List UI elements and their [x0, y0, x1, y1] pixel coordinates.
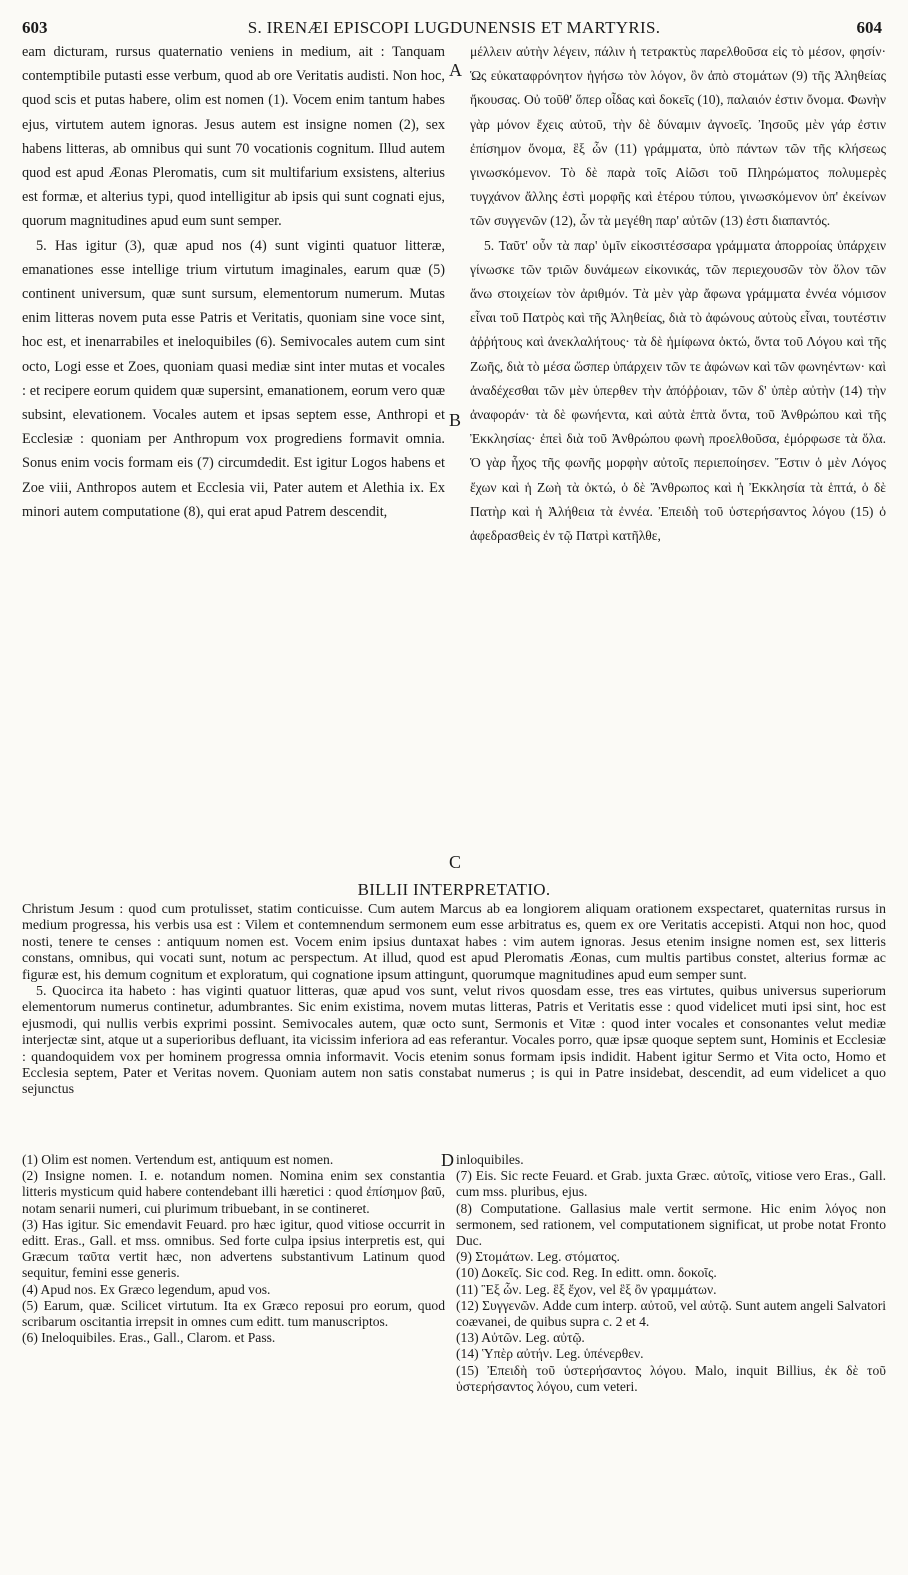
greek-paragraph-2: 5. Ταῦτ' οὖν τὰ παρ' ὑμῖν εἰκοσιτέσσαρα γράμματα ἀπορροίας ὑπάρχειν γίνωσκε τῶν τριῶν δυνάμεων εἰκονικάς, τῶν περιεχουσῶν τὸν ὅλον τῶν ἄνω στοιχείων τὸν ἀριθμόν. Τὰ μὲν γὰρ ἄφωνα γράμματα ἐννέα νόμισον εἶναι τοῦ Πατρὸς καὶ τῆς Ἀληθείας, διὰ τὸ ἀφώνους αὐτοὺς εἶναι, τουτέστιν ἀῤῥήτους καὶ ἀνεκλαλήτους· τὰ δὲ ἡμίφωνα ὀκτώ, ὄντα τοῦ Λόγου καὶ τῆς Ζωῆς, διὰ τὸ μέσα ὥσπερ ὑπάρχειν τῶν τε ἀφώνων καὶ τῶν φωνηέντων· καὶ ἀναδέχεσθαι τῶν μὲν ὑπερθεν τὴν ἀπόῤῥοιαν, τῶν δ' ὑπὲρ αὐτὴν (14) τὴν ἀναφοράν· τὰ δὲ φωνήεντα, καὶ αὐτὰ ἑπτὰ ὄντα, τοῦ Ἀνθρώπου καὶ τῆς Ἐκκλησίας· ἐπεὶ διὰ τοῦ Ἀνθρώπου φωνὴ προελθοῦσα, ἐμόρφωσε τὰ ὅλα. Ὁ γὰρ ἦχος τῆς φωνῆς μορφὴν αὐτοῖς περιεποίησεν. Ἔστιν ὁ μὲν Λόγος ἔχων καὶ ἡ Ζωὴ τὰ ὀκτώ, ὁ δὲ Ἄνθρωπος καὶ ἡ Ἐκκλησία τὰ ἑπτά, ὁ δὲ Πατὴρ καὶ ἡ Ἀλήθεια τὰ ἐννέα. Ἐπειδὴ τοῦ ὑστερήσαντος λόγου (15) ὁ ἀφεδρασθεὶς ἐν τῷ Πατρὶ κατῆλθε,: [470, 237, 886, 544]
footnote: inloquibiles.: [456, 1152, 524, 1167]
margin-marker-c: C: [449, 852, 462, 872]
footnote: (8) Computatione. Gallasius male vertit sermone. Hic enim λόγος non sermonem, sed rationem, vel computationem significat, ut probe notat Fronto Duc.: [456, 1200, 886, 1249]
latin-column: [22, 40, 445, 524]
footnote: (7) Eis. Sic recte Feuard. et Grab. juxta Græc. αὐτοῖς, vitiose vero Eras., Gall. cum mss. pluribus, ejus.: [456, 1168, 886, 1200]
footnote: (6) Ineloquibiles. Eras., Gall., Clarom. et Pass.: [22, 1330, 276, 1346]
interpretatio-paragraph-1: Christum Jesum : quod cum protulisset, statim conticuisse. Cum autem Marcus ab ea longiorem aliquam orationem exspectaret, quaternitas rursus in medium progressa, his verbis usa est : Vilem et contemnendum sermonem eum esse arbitratus es, quem ex ore Veritatis accepisti. Atqui non hoc, quod nosti, tenere te censes : antiquum nomen est. Vocem enim ipsius duntaxat habes : vim autem ignoras. Jesus etenim insigne nomen est, sex litteris constans, omnibus, qui vocati sunt, notum ac perspectum. At illud, quod est apud Pleromatis Æonas, cum multis partibus constet, alterius formæ ac figuræ est, his demum cognitum et exploratum, qui cognatione ipsum attingunt, quorumque magnitudines apud eum semper sunt.: [22, 902, 886, 983]
footnote: (1) Olim est nomen. Vertendum est, antiquum est nomen.: [22, 1152, 334, 1167]
latin-paragraph-2: 5. Has igitur (3), quæ apud nos (4) sunt viginti quatuor litteræ, emanationes esse intellige trium virtutum imaginales, earum quæ (5) continent universum, quæ sunt sursum, elementorum numerum. Mutas enim litteras novem puta esse Patris et Veritatis, quoniam sine voce sint, hoc est, et inenarrabiles et ineloquibiles (6). Semivocales autem cum sint octo, Logi esse et Zoes, quoniam quasi mediæ sint inter mutas et vocales : et recipere eorum quidem quæ supersint, emanationem, eorum vero quæ subsint, elevationem. Vocales autem et ipsas septem esse, Anthropi et Ecclesiæ : quoniam per Anthropum vox progrediens formavit omnia. Sonus enim vocis formam eis (7) circumdedit. Est igitur Logos habens et Zoe viii, Anthropos autem et Ecclesia vii, Pater autem et Alethia ix. Ex minori autem computatione (8), qui erat apud Patrem descendit,: [22, 237, 445, 520]
interpretatio-paragraph-2: 5. Quocirca ita habeto : has viginti quatuor litteras, quæ apud vos sunt, velut rivos quosdam esse, tres eas virtutes, quibus universus superiorum elementorum numerus continetur, adumbrantes. Sic enim existima, novem mutas litteras, Patris et Veritatis esse : quod videlicet muti ipsi sint, hoc est ejusmodi, qui nullis verbis exprimi possint. Semivocales autem, quæ octo sunt, Sermonis et Vitæ : quod inter vocales et consonantes velut mediæ interjectæ sint, atque ut a superioribus defluant, ita vicissim inferiora ad eas referantur. Vocales porro, quæ ipsæ quoque septem sunt, Hominis et Ecclesiæ : quandoquidem vox per hominem progressa omnia informavit. Vocis etenim sonus formam ipsis indidit. Habent igitur Sermo et Vita octo, Homo et Ecclesia septem, Pater et Veritas novem. Quoniam autem non satis constabat numerus ; is qui in Patre insidebat, descendit, ad eum videlicet a quo sejunctus: [22, 984, 886, 1098]
footnote: (14) Ὑπὲρ αὐτήν. Leg. ὑπένερθεν.: [456, 1346, 644, 1362]
page-header: [0, 14, 908, 42]
footnote: (12) Συγγενῶν. Adde cum interp. αὐτοῦ, vel αὐτῷ. Sunt autem angeli Salvatori coævanei, de quibus supra c. 2 et 4.: [456, 1297, 886, 1330]
footnotes-right: [456, 1152, 886, 1395]
latin-paragraph-1: eam dicturam, rursus quaternatio veniens in medium, ait : Tanquam contemptibile putasti esse verbum, quod ab ore Veritatis audisti. Non hoc, quod scis et putas habere, olim est nomen (1). Vocem enim tantum habes ejus, virtutem autem ignoras. Jesus autem est insigne nomen (2), sex habens litteras, ab omnibus qui sunt 70 vocationis cognitum. Illud autem quod est apud Æonas Pleromatis, cum sit multifarium exsistens, alterius est formæ, et alterius typi, quod intelligitur ab ipsis qui sunt cognati ejus, quorum magnitudines apud eum sunt semper.: [22, 44, 445, 230]
greek-paragraph-1: μέλλειν αὐτὴν λέγειν, πάλιν ἡ τετρακτὺς παρελθοῦσα εἰς τὸ μέσον, φησίν· Ὡς εὐκαταφρόνητον ἡγήσω τὸν λόγον, ὃν ἀπὸ στομάτων (9) τῆς Ἀληθείας ἤκουσας. Οὐ τοῦθ' ὅπερ οἶδας καὶ δοκεῖς (10), παλαιόν ἐστιν ὄνομα. Φωνὴν γὰρ μόνον ἔχεις αὐτοῦ, τὴν δὲ δύναμιν ἀγνοεῖς. Ἰησοῦς μὲν γάρ ἐστιν ἐπίσημον ὄνομα, ἓξ ὧν (11) γράμματα, ὑπὸ πάντων τῶν τῆς κλήσεως γινωσκόμενον. Τὸ δὲ παρὰ τοῖς Αἰῶσι τοῦ Πληρώματος πολυμερὲς τυγχάνον ἄλλης ἐστὶ μορφῆς καὶ ἑτέρου τύπου, γινωσκόμενον ὑπ' ἐκείνων τῶν συγγενῶν (12), ὧν τὰ μεγέθη παρ' αὐτῶν (13) ἐστι διαπαντός.: [470, 44, 886, 229]
footnote: (15) Ἐπειδὴ τοῦ ὑστερήσαντος λόγου. Malo, inquit Billius, ἐκ δὲ τοῦ ὑστερήσαντος λόγου, cum veteri.: [456, 1362, 886, 1394]
footnote: (5) Earum, quæ. Scilicet virtutum. Ita ex Græco reposui pro eorum, quod scribarum oscitantia irrepsit in omnes cum editt. tum manuscriptos.: [22, 1297, 445, 1330]
footnote: (13) Αὐτῶν. Leg. αὐτῷ.: [456, 1330, 585, 1346]
footnote: (11) Ἓξ ὧν. Leg. ἓξ ἔχον, vel ἓξ ὂν γραμμάτων.: [456, 1281, 717, 1297]
footnotes-left: [22, 1152, 445, 1346]
margin-marker-a: A: [449, 60, 462, 80]
margin-marker-b: B: [449, 410, 462, 430]
interpretatio-text: [22, 902, 886, 1099]
left-page-number: 603: [22, 18, 48, 37]
interpretatio-title: BILLII INTERPRETATIO.: [357, 880, 551, 899]
footnote: (9) Στομάτων. Leg. στόματος.: [456, 1249, 620, 1265]
margin-marker-d: D: [441, 1150, 454, 1170]
footnote: (3) Has igitur. Sic emendavit Feuard. pro hæc igitur, quod vitiose occurrit in editt. Eras., Gall. et mss. omnibus. Sed forte culpa ipsius interpretis est, qui Græcum ταῦτα vertit hæc, non advertens substantivum Latinum quod sequitur, femini esse generis.: [22, 1216, 445, 1281]
footnote: (10) Δοκεῖς. Sic cod. Reg. In editt. omn. δοκοῖς.: [456, 1265, 717, 1281]
footnote: (2) Insigne nomen. I. e. notandum nomen. Nomina enim sex constantia litteris mysticum quid habere contendebant illi hæretici : quod ἐπίσημον βαῦ, notam senarii numeri, cui plurimum tribuebant, in se contineret.: [22, 1168, 445, 1216]
footnote: (4) Apud nos. Ex Græco legendum, apud vos.: [22, 1281, 271, 1297]
greek-column: [470, 40, 886, 548]
running-title: S. IRENÆI EPISCOPI LUGDUNENSIS ET MARTYRIS.: [247, 18, 661, 37]
right-page-number: 604: [856, 18, 882, 37]
